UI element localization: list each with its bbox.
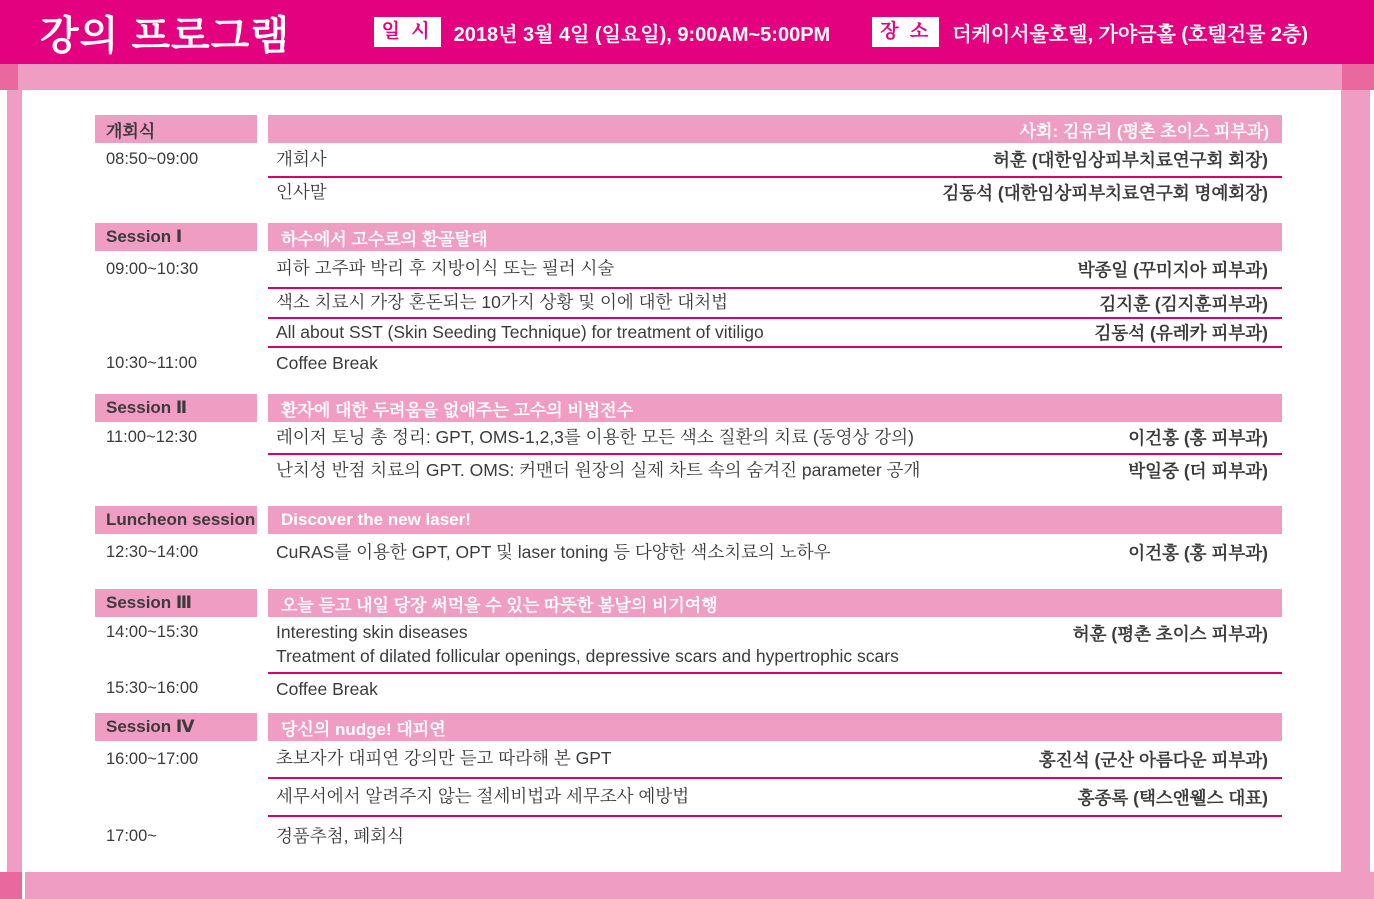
time-label: 16:00~17:00 bbox=[106, 749, 199, 768]
talk-title: All about SST (Skin Seeding Technique) for treatment of vitiligo bbox=[276, 321, 764, 342]
table-row bbox=[95, 777, 1282, 815]
closing-row bbox=[95, 815, 1282, 857]
bottom-band bbox=[25, 872, 1374, 899]
coffee-break-row bbox=[95, 346, 1282, 380]
talk-title: 레이저 토닝 총 정리: GPT, OMS-1,2,3를 이용한 모든 색소 질환의 치료 (동영상 강의) bbox=[276, 426, 914, 447]
session-banner-title: 환자에 대한 두려움을 없애주는 고수의 비법전수 bbox=[281, 400, 634, 420]
time-label: 09:00~10:30 bbox=[106, 259, 199, 278]
session-label: Luncheon session bbox=[95, 506, 257, 534]
coffee-break-row bbox=[95, 672, 1282, 705]
time-label: 14:00~15:30 bbox=[106, 623, 199, 641]
speaker-name: 이건홍 (홍 피부과) bbox=[1128, 543, 1268, 563]
speaker-name: 김동석 (대한임상피부치료연구회 명예회장) bbox=[942, 183, 1268, 203]
session-banner bbox=[268, 115, 1282, 143]
talk-title: 난치성 반점 치료의 GPT. OMS: 커맨더 원장의 실제 차트 속의 숨겨진 parameter 공개 bbox=[276, 459, 921, 480]
speaker-name: 홍종록 (택스앤웰스 대표) bbox=[1077, 787, 1268, 808]
session-label: Session Ⅰ bbox=[95, 223, 257, 251]
subheader-band bbox=[0, 64, 1374, 90]
session-label: Session Ⅲ bbox=[95, 589, 257, 617]
section-2 bbox=[95, 394, 1282, 486]
talk-title: CuRAS를 이용한 GPT, OPT 및 laser toning 등 다양한 색소치료의 노하우 bbox=[276, 541, 831, 562]
session-banner bbox=[268, 506, 1282, 534]
break-title: Coffee Break bbox=[276, 353, 378, 374]
session-label: 개회식 bbox=[95, 115, 257, 143]
time-label bbox=[95, 317, 257, 346]
table-row bbox=[95, 617, 1282, 672]
datetime-badge: 일 시 bbox=[374, 17, 441, 47]
session-banner bbox=[268, 713, 1282, 741]
table-row bbox=[95, 251, 1282, 287]
talk-title: 초보자가 대피연 강의만 듣고 따라해 본 GPT bbox=[276, 748, 612, 769]
time-label: 11:00~12:30 bbox=[106, 428, 197, 446]
table-row bbox=[95, 534, 1282, 571]
session-banner-title: 오늘 듣고 내일 당장 써먹을 수 있는 따뜻한 봄날의 비기여행 bbox=[281, 595, 718, 615]
speaker-name: 홍진석 (군산 아름다운 피부과) bbox=[1038, 749, 1268, 770]
talk-title: 인사말 bbox=[276, 181, 327, 202]
event-meta bbox=[374, 17, 1374, 47]
session-banner bbox=[268, 223, 1282, 251]
speaker-name: 허훈 (평촌 초이스 피부과) bbox=[1072, 624, 1268, 644]
session-banner bbox=[268, 394, 1282, 422]
right-border-strip bbox=[1341, 90, 1370, 872]
time-label: 12:30~14:00 bbox=[106, 543, 199, 561]
table-row bbox=[95, 143, 1282, 176]
break-title: Coffee Break bbox=[276, 678, 378, 699]
venue-value: 더케이서울호텔, 가야금홀 (호텔건물 2층) bbox=[952, 23, 1308, 46]
session-label: Session Ⅳ bbox=[95, 713, 257, 741]
table-row bbox=[95, 317, 1282, 346]
table-row bbox=[95, 287, 1282, 317]
session-banner-title: 하수에서 고수로의 환골탈태 bbox=[281, 229, 488, 249]
speaker-name: 이건홍 (홍 피부과) bbox=[1128, 428, 1268, 448]
talk-title: 개회사 bbox=[276, 148, 327, 169]
time-label: 15:30~16:00 bbox=[106, 679, 199, 697]
section-1 bbox=[95, 223, 1282, 380]
speaker-name: 김지훈 (김지훈피부과) bbox=[1099, 293, 1268, 314]
section-3 bbox=[95, 589, 1282, 705]
header-band bbox=[0, 0, 1374, 64]
session-banner-title: Discover the new laser! bbox=[281, 510, 471, 529]
closing-title: 경품추첨, 폐회식 bbox=[276, 826, 405, 847]
talk-title: 피하 고주파 박리 후 지방이식 또는 필러 시술 bbox=[276, 258, 615, 279]
time-label: 10:30~11:00 bbox=[106, 353, 197, 372]
section-4 bbox=[95, 713, 1282, 857]
datetime-value: 2018년 3월 4일 (일요일), 9:00AM~5:00PM bbox=[453, 23, 831, 46]
venue-badge: 장 소 bbox=[872, 17, 939, 47]
speaker-name: 박종일 (꾸미지아 피부과) bbox=[1077, 259, 1268, 280]
corner-accent-top-left bbox=[0, 64, 18, 90]
talk-title-line-1: Interesting skin diseases bbox=[276, 622, 468, 642]
speaker-name: 김동석 (유레카 피부과) bbox=[1094, 323, 1268, 343]
speaker-name: 허훈 (대한임상피부치료연구회 회장) bbox=[993, 150, 1268, 170]
time-label bbox=[95, 176, 257, 207]
session-banner bbox=[268, 589, 1282, 617]
time-label bbox=[95, 777, 257, 815]
left-border-strip bbox=[7, 90, 22, 872]
session-banner-title: 당신의 nudge! 대피연 bbox=[281, 719, 446, 739]
talk-title: 세무서에서 알려주지 않는 절세비법과 세무조사 예방법 bbox=[276, 786, 690, 807]
time-label bbox=[95, 287, 257, 317]
corner-accent-bottom-left bbox=[0, 872, 22, 899]
schedule bbox=[95, 115, 1282, 857]
table-row bbox=[95, 453, 1282, 486]
table-row bbox=[95, 422, 1282, 453]
talk-title-line-2: Treatment of dilated follicular openings, depressive scars and hypertrophic scars bbox=[276, 645, 899, 666]
speaker-name: 박일중 (더 피부과) bbox=[1128, 461, 1268, 481]
section-opening bbox=[95, 115, 1282, 207]
table-row bbox=[95, 176, 1282, 207]
session-label: Session Ⅱ bbox=[95, 394, 257, 422]
talk-title: 색소 치료시 가장 혼돈되는 10가지 상황 및 이에 대한 대처법 bbox=[276, 292, 729, 313]
time-label bbox=[95, 453, 257, 486]
talk-title bbox=[276, 621, 899, 668]
time-label: 08:50~09:00 bbox=[106, 150, 199, 168]
section-luncheon bbox=[95, 506, 1282, 571]
page-title: 강의 프로그램 bbox=[40, 13, 290, 58]
moderator-text: 사회: 김유리 (평촌 초이스 피부과) bbox=[1019, 121, 1269, 141]
time-label: 17:00~ bbox=[106, 826, 157, 845]
table-row bbox=[95, 741, 1282, 777]
corner-accent-top-right bbox=[1342, 64, 1374, 90]
